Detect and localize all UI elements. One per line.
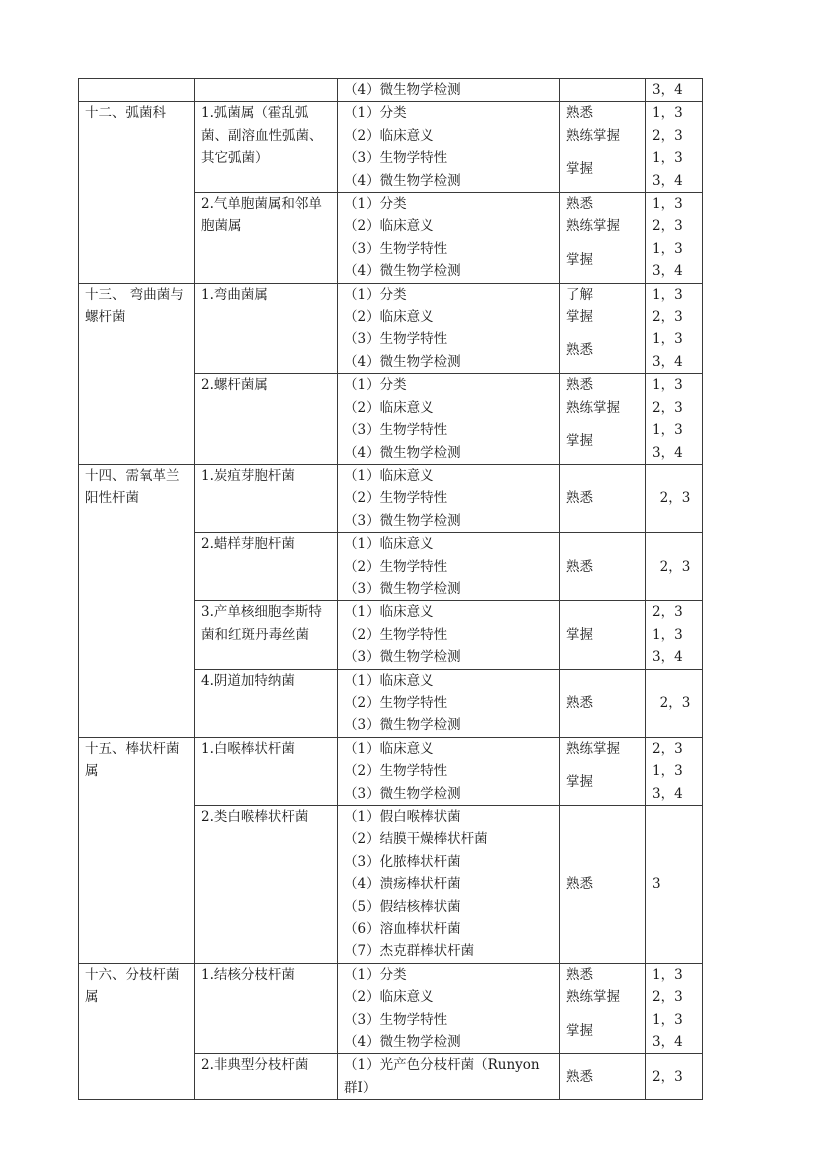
syllabus-table	[78, 78, 703, 1100]
unit-value: 1，3	[652, 1011, 683, 1028]
topic-cell	[195, 374, 338, 465]
topic-title: 1.炭疽芽胞杆菌	[201, 467, 295, 484]
unit-value: 2，3	[652, 309, 683, 326]
content-item: （1）分类	[344, 286, 407, 303]
requirement-level: 熟悉	[566, 966, 593, 983]
topic-cell	[195, 193, 338, 284]
table-row	[79, 102, 703, 193]
chapter-title: 十五、棒状杆菌属	[85, 740, 180, 780]
unit-value: 1，3	[652, 626, 683, 643]
chapter-title: 十三、 弯曲菌与螺杆菌	[85, 286, 184, 326]
topic-cell	[195, 102, 338, 193]
unit-cell	[646, 464, 703, 532]
content-item: （3）化脓棒状杆菌	[344, 853, 461, 870]
requirement-level: 熟练掌握	[566, 218, 620, 235]
requirement-level: 掌握	[566, 626, 593, 643]
content-cell	[338, 283, 560, 374]
content-item: （4）溃疡棒状杆菌	[344, 876, 461, 893]
unit-value: 1，3	[652, 422, 683, 439]
unit-value: 2，3	[652, 127, 683, 144]
chapter-cell	[79, 79, 195, 102]
content-item: （3）微生物学检测	[344, 649, 461, 666]
requirement-level: 熟悉	[566, 377, 593, 394]
unit-value: 3	[652, 876, 661, 893]
table-row	[79, 79, 703, 102]
unit-cell	[646, 669, 703, 737]
content-item: （4）微生物学检测	[344, 172, 461, 189]
content-item: （4）微生物学检测	[344, 1034, 461, 1051]
topic-title: 2.气单胞菌属和邻单胞菌属	[201, 196, 322, 235]
content-item: （3）生物学特性	[344, 422, 448, 439]
chapter-title: 十四、需氧革兰阳性杆菌	[85, 467, 180, 507]
content-item: （3）微生物学检测	[344, 512, 461, 529]
requirement-level: 熟悉	[566, 105, 593, 122]
topic-cell	[195, 963, 338, 1054]
topic-title: 2.螺杆菌属	[201, 377, 268, 394]
unit-cell	[646, 806, 703, 964]
requirement-level: 熟悉	[566, 694, 593, 711]
unit-value: 3，4	[652, 1034, 683, 1051]
requirement-level: 掌握	[566, 433, 593, 450]
content-item: （2）生物学特性	[344, 626, 448, 643]
content-item: （2）结膜干燥棒状杆菌	[344, 831, 488, 848]
chapter-cell	[79, 737, 195, 963]
content-item: （4）微生物学检测	[344, 263, 461, 280]
requirement-cell	[560, 374, 646, 465]
requirement-level: 掌握	[566, 1022, 593, 1039]
table-row	[79, 963, 703, 1054]
unit-cell	[646, 601, 703, 669]
unit-value: 3，4	[652, 649, 683, 666]
topic-title: 1.白喉棒状杆菌	[201, 740, 295, 757]
unit-cell	[646, 283, 703, 374]
requirement-cell	[560, 79, 646, 102]
content-item: （3）微生物学检测	[344, 717, 461, 734]
topic-title: 2.非典型分枝杆菌	[201, 1057, 309, 1074]
unit-value: 1，3	[652, 196, 683, 213]
requirement-level: 熟练掌握	[566, 399, 620, 416]
unit-cell	[646, 193, 703, 284]
topic-cell	[195, 669, 338, 737]
table-row	[79, 283, 703, 374]
content-item: （1）临床意义	[344, 740, 434, 757]
requirement-cell	[560, 102, 646, 193]
unit-value: 3，4	[652, 444, 683, 461]
content-item: （4）微生物学检测	[344, 444, 461, 461]
content-item: （7）杰克群棒状杆菌	[344, 943, 475, 960]
content-cell	[338, 963, 560, 1054]
content-item: （1）临床意义	[344, 467, 434, 484]
requirement-cell	[560, 193, 646, 284]
requirement-level: 熟悉	[566, 342, 593, 359]
table-row	[79, 464, 703, 532]
unit-value: 2，3	[652, 604, 683, 621]
unit-value: 3，4	[652, 263, 683, 280]
content-item: （2）生物学特性	[344, 558, 448, 575]
content-cell	[338, 79, 560, 102]
unit-value: 1，3	[652, 105, 683, 122]
content-item: （4）微生物学检测	[344, 353, 461, 370]
unit-value: 1，3	[652, 150, 683, 167]
content-item: （3）生物学特性	[344, 331, 448, 348]
content-cell	[338, 806, 560, 964]
requirement-level: 熟练掌握	[566, 127, 620, 144]
content-item: （2）临床意义	[344, 309, 434, 326]
requirement-level: 掌握	[566, 161, 593, 178]
chapter-title: 十六、分枝杆菌属	[85, 966, 180, 1006]
requirement-level: 了解	[566, 286, 593, 303]
requirement-level: 熟悉	[566, 1068, 593, 1085]
content-cell	[338, 1054, 560, 1100]
content-cell	[338, 601, 560, 669]
topic-cell	[195, 737, 338, 805]
content-cell	[338, 737, 560, 805]
chapter-title: 十二、弧菌科	[85, 105, 166, 122]
unit-value: 1，3	[652, 966, 683, 983]
unit-cell	[646, 737, 703, 805]
topic-cell	[195, 806, 338, 964]
requirement-level: 熟悉	[566, 196, 593, 213]
requirement-level: 掌握	[566, 774, 593, 791]
content-item: （1）分类	[344, 196, 407, 213]
content-cell	[338, 102, 560, 193]
content-item: （2）生物学特性	[344, 763, 448, 780]
requirement-level: 熟练掌握	[566, 740, 620, 757]
requirement-cell	[560, 533, 646, 601]
chapter-cell	[79, 283, 195, 464]
content-cell	[338, 193, 560, 284]
content-item: （3）微生物学检测	[344, 785, 461, 802]
topic-title: 2.蜡样芽胞杆菌	[201, 536, 295, 553]
unit-value: 2，3	[652, 1068, 683, 1085]
content-item: （4）微生物学检测	[344, 82, 461, 98]
unit-value: 2，3	[652, 989, 683, 1006]
unit-cell	[646, 374, 703, 465]
unit-value: 3，4	[652, 82, 683, 98]
unit-value: 2，3	[652, 399, 683, 416]
requirement-cell	[560, 737, 646, 805]
content-item: （2）临床意义	[344, 218, 434, 235]
topic-cell	[195, 79, 338, 102]
topic-cell	[195, 533, 338, 601]
topic-cell	[195, 601, 338, 669]
table-row	[79, 737, 703, 805]
unit-value: 2，3	[659, 694, 691, 711]
requirement-cell	[560, 669, 646, 737]
unit-value: 1，3	[652, 240, 683, 257]
requirement-level: 熟悉	[566, 876, 593, 893]
unit-cell	[646, 79, 703, 102]
requirement-cell	[560, 601, 646, 669]
unit-value: 1，3	[652, 377, 683, 394]
topic-cell	[195, 1054, 338, 1100]
requirement-cell	[560, 464, 646, 532]
unit-value: 1，3	[652, 286, 683, 303]
topic-cell	[195, 283, 338, 374]
unit-cell	[646, 102, 703, 193]
content-item: （1）分类	[344, 377, 407, 394]
requirement-level: 熟练掌握	[566, 989, 620, 1006]
content-item: （5）假结核棒状菌	[344, 898, 461, 915]
chapter-cell	[79, 963, 195, 1099]
content-item: （2）临床意义	[344, 399, 434, 416]
content-cell	[338, 533, 560, 601]
content-cell	[338, 669, 560, 737]
content-item: （3）生物学特性	[344, 1011, 448, 1028]
unit-value: 2，3	[652, 740, 683, 757]
topic-title: 1.弯曲菌属	[201, 286, 268, 303]
content-item: （2）生物学特性	[344, 694, 448, 711]
content-item: （1）假白喉棒状菌	[344, 809, 461, 825]
requirement-cell	[560, 283, 646, 374]
chapter-cell	[79, 464, 195, 737]
requirement-cell	[560, 963, 646, 1054]
content-item: （3）生物学特性	[344, 240, 448, 257]
unit-value: 3，4	[652, 353, 683, 370]
content-item: （1）分类	[344, 105, 407, 122]
unit-value: 2，3	[659, 490, 691, 507]
chapter-cell	[79, 102, 195, 283]
requirement-level: 熟悉	[566, 490, 593, 507]
unit-cell	[646, 533, 703, 601]
content-item: （2）临床意义	[344, 127, 434, 144]
unit-cell	[646, 963, 703, 1054]
content-item: （1）临床意义	[344, 536, 434, 553]
requirement-cell	[560, 1054, 646, 1100]
topic-title: 1.结核分枝杆菌	[201, 966, 295, 983]
unit-value: 3，4	[652, 172, 683, 189]
topic-title: 1.弧菌属（霍乱弧菌、副溶血性弧菌、其它弧菌）	[201, 105, 323, 167]
requirement-level: 掌握	[566, 251, 593, 268]
unit-value: 1，3	[652, 763, 683, 780]
content-item: （2）临床意义	[344, 989, 434, 1006]
unit-value: 1，3	[652, 331, 683, 348]
unit-value: 2，3	[659, 558, 691, 575]
unit-cell	[646, 1054, 703, 1100]
topic-title: 2.类白喉棒状杆菌	[201, 809, 309, 825]
requirement-level: 熟悉	[566, 558, 593, 575]
topic-cell	[195, 464, 338, 532]
requirement-level: 掌握	[566, 309, 593, 326]
content-item: （1）分类	[344, 966, 407, 983]
content-item: （6）溶血棒状杆菌	[344, 921, 461, 938]
unit-value: 2，3	[652, 218, 683, 235]
unit-value: 3，4	[652, 785, 683, 802]
requirement-cell	[560, 806, 646, 964]
content-item: （1）光产色分枝杆菌（Runyon 群Ⅰ）	[344, 1057, 540, 1096]
content-item: （3）生物学特性	[344, 150, 448, 167]
content-item: （1）临床意义	[344, 604, 434, 621]
content-cell	[338, 464, 560, 532]
content-item: （2）生物学特性	[344, 490, 448, 507]
topic-title: 3.产单核细胞李斯特菌和红斑丹毒丝菌	[201, 604, 322, 643]
topic-title: 4.阴道加特纳菌	[201, 672, 295, 689]
content-item: （1）临床意义	[344, 672, 434, 689]
content-item: （3）微生物学检测	[344, 580, 461, 597]
content-cell	[338, 374, 560, 465]
